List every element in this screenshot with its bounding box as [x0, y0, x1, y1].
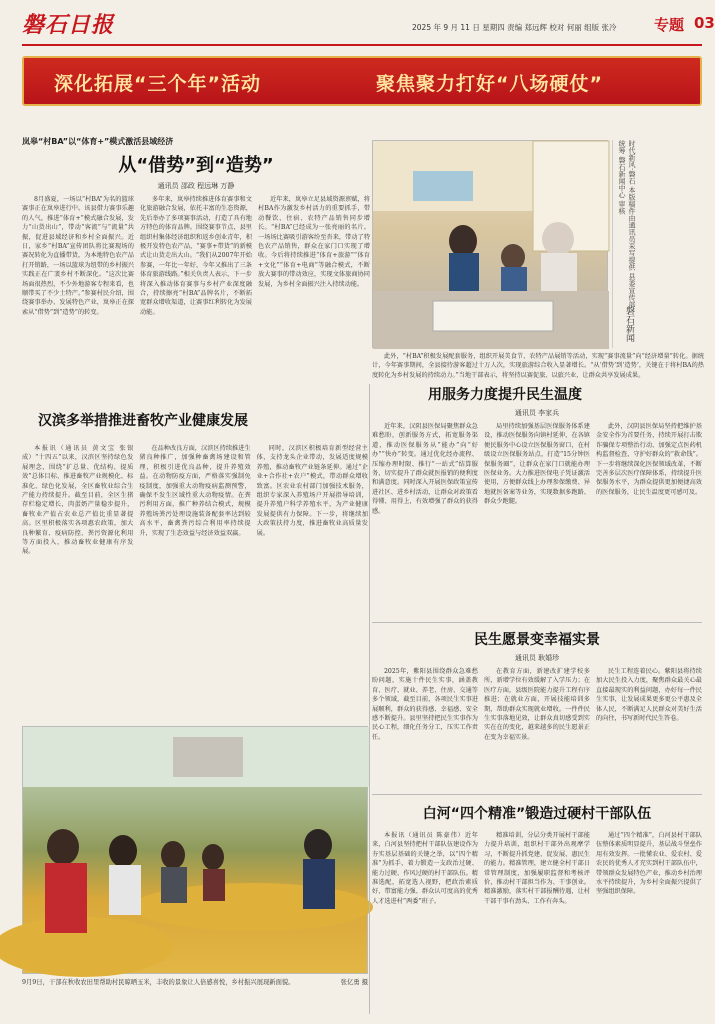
main-photo: [372, 140, 608, 348]
main-body-col1: 8月盛夏，一场以“村BA”为名的篮球赛事正在岚皋进行中。该县借力赛事乐趣的人气，推进“体育+”模式融合发展，发力“山货出山”，带动“客流”与“流量”共振，促进县域经济和乡村全面振兴。近日，家乡“村BA”宣传团队将比赛现场的赛况转化为直播带货，为本地特色农产品打开销路，一场以篮球为纽带的乡村振兴实践正在广袤乡村不断深化。“这次比赛场面很热烈，不少外地游客专程来看，也顺带买了不少土特产。”参赛村民介绍，围绕赛事举办、发展特色产业，岚皋正在探索从“借势”到“造势”的转变。: [22, 196, 134, 316]
photo-caption: 9月9日，干部在秋收农田里帮助村民晾晒玉米，丰收的景象让人倍感喜悦，乡村振兴展现新面貌。 张亿勇 摄: [22, 979, 368, 986]
vertical-note-text: 时代新风·磐石 本版稿件由通讯员采写提供 县委宣传部 统筹 磐石新闻中心 审核: [618, 140, 636, 308]
paper-name: 磐石日报: [22, 12, 115, 38]
banner-right: 聚焦聚力打好“八场硬仗”: [376, 73, 603, 95]
cadres-body-col3: 通过“四个精准”，白河县村干部队伍整体素质明显提升，基层战斗堡垒作用有效发挥。一批懂农业、爱农村、爱农民的优秀人才充实到村干部队伍中，带领群众发展特色产业，推动乡村治理水平持续提升，为乡村全面振兴提供了坚强组织保障。: [596, 832, 702, 896]
service-body-col2: 局里持续加强基层医保服务体系建设，推动医保服务向镇村延伸，在各镇便民服务中心设立医保服务窗口，在村级设立医保服务站点，打造“15分钟医保服务圈”，让群众在家门口就能办理医保业务。大力推进医保电子凭证激活使用，方便群众线上办理参保缴费、异地就医备案等业务，实现数据多跑路、群众少跑腿。: [484, 423, 590, 506]
cadres-body-col1: 本报讯（通讯员 陈豪伟）近年来，白河县坚持把村干部队伍建设作为夯实基层基础的关键之举，以“四个精准”为抓手，着力锻造一支政治过硬、能力过硬、作风过硬的村干部队伍。精准选配，拓宽选人视野，把政治素质好、带富能力强、群众认可度高的优秀人才选进村“两委”班子。: [372, 832, 478, 905]
cadres-title: 白河“四个精准”锻造过硬村干部队伍: [422, 806, 652, 822]
kicker: 岚皋“村BA”以“体育+”模式激活县域经济: [22, 137, 174, 146]
livelihood-byline: 通讯员 耿婚珍: [514, 654, 560, 662]
livelihood-body-col3: 民生工程连着民心。紫阳县将持续加大民生投入力度，聚焦群众最关心最直接最现实的利益问题，办好每一件民生实事，让发展成果更多更公平惠及全体人民，不断满足人民群众对美好生活的向往，书写新时代民生答卷。: [596, 668, 702, 723]
service-article: [372, 384, 702, 614]
harvest-photo: [22, 726, 368, 974]
cadres-article: [372, 794, 702, 1016]
livestock-body-col1: 本报讯（通讯员 黄文宝 张银成）“十四五”以来，汉滨区坚持绿色发展理念，围绕“扩总量、优结构、提质效”总体目标，推进畜牧产业规模化、标准化、绿色化发展，全区畜牧业综合生产能力持续提升。截至目前，全区生猪存栏稳定增长，肉蛋奶产量稳步提升，畜牧业产值占农业总产值比重显著提高。区里积极落实各项惠农政策，加大良种繁育、疫病防控、粪污资源化利用等方面投入，推动畜牧业健康有序发展。: [22, 445, 134, 556]
main-byline: 通讯员 邵政 程远琳 万静: [157, 182, 235, 190]
main-body-col2: 多年来，岚皋持续推进体育赛事和文化旅游融合发展，依托丰富的生态资源，先后举办了多项赛事活动，打造了具有地方特色的体育品牌。围绕赛事节点，县里组织村集体经济组织和返乡创业青年，积极开发特色农产品，“赛事+带货”的新模式让山货走出大山。“我们从2007年开始参赛，一年比一年好，今年又推出了三条体育旅游线路。”相关负责人表示，下一步将深入推动体育赛事与乡村产业深度融合，持续擦亮“村BA”品牌名片，不断拓宽群众增收渠道，让赛事红利转化为发展动能。: [140, 196, 252, 316]
photo-credit: 张亿勇 摄: [340, 979, 368, 986]
livestock-body-col2: 在品种改良方面，汉滨区持续推进生猪良种推广，加强种畜禽场建设和管理，积极引进优良品种，提升养殖效益。在动物防疫方面，严格落实强制免疫制度，加强重大动物疫病监测预警，确保不发生区域性重大动物疫情。在粪污利用方面，推广种养结合模式，规模养殖场粪污处理设施装备配套率达到较高水平，畜禽粪污综合利用率持续提升，实现了生态效益与经济效益双赢。: [139, 445, 251, 537]
livestock-body-col3: 同时，汉滨区积极培育新型经营主体，支持龙头企业带动，发展适度规模养殖，推动畜牧产业链条延伸。通过“企业+合作社+农户”模式，带动群众增收致富。区农业农村部门加强技术服务，组织专家深入养殖场户开展指导培训，提升养殖户科学养殖水平，为产业健康发展提供有力保障。下一步，将继续加大政策扶持力度，推进畜牧业高质量发展。: [256, 445, 368, 537]
livelihood-body-col2: 在教育方面，新建改扩建学校多所，新增学位有效缓解了入学压力；在医疗方面，县级医院能力提升工程有序推进；在就业方面，开展技能培训多期，帮助群众实现就业增收。一件件民生实事落地见效，让群众真切感受到实实在在的变化，越来越多的民生愿景正在变为幸福实景。: [484, 668, 590, 741]
banner: [22, 56, 702, 106]
page-number: 03: [694, 14, 715, 32]
section-label: 专题: [654, 16, 685, 34]
livelihood-title: 民生愿景变幸福实景: [474, 632, 600, 648]
paper-logo: [22, 8, 140, 38]
vertical-note: [612, 140, 702, 348]
cadres-body-col2: 精准培训，分层分类开展村干部能力提升培训，组织村干部外出观摩学习，不断提升抓党建、促发展、惠民生的能力。精准管理，建立健全村干部日常管理制度，加强履职监督和考核评价，推动村干部担当作为、干事创业。精准激励，落实村干部报酬待遇，让村干部干事有劲头、工作有奔头。: [484, 832, 590, 905]
service-title: 用服务力度提升民生温度: [428, 387, 582, 403]
livelihood-body-col1: 2025年，紫阳县围绕群众急难愁盼问题，实施十件民生实事，涵盖教育、医疗、就业、养老、住房、交通等多个领域，截至目前，各项民生实事进展顺利，群众的获得感、幸福感、安全感不断提升。县里坚持把民生实事作为民心工程，细化任务分工，压实工作责任。: [372, 668, 478, 741]
column-divider: [369, 384, 370, 1014]
main-title: 从“借势”到“造势”: [118, 155, 274, 176]
banner-left: 深化拓展“三个年”活动: [54, 73, 261, 95]
livestock-title: 汉滨多举措推进畜牧产业健康发展: [38, 413, 248, 429]
main-article: [22, 132, 370, 380]
masthead-rule: [22, 44, 702, 46]
livelihood-article: [372, 622, 702, 790]
vertical-note-signature: 磐石新闻: [624, 306, 634, 342]
main-body-col4: 此外，“村BA”积极发展配套服务，组织开展美食节、农特产品展销等活动，实现“赛事流量”向“经济增量”转化。据统计，今年赛事期间，全县接待游客超过十万人次，实现旅游综合收入显著增长。“从‘借势’到‘造势’，关键在于将村BA的热度转化为乡村发展的持续动力。”当地干部表示，将坚持以赛促旅、以旅兴业，让群众共享发展成果。: [372, 353, 704, 379]
service-byline: 通讯员 李家兵: [514, 409, 560, 417]
main-body-col3: 近年来，岚皋立足县域资源禀赋，将村BA作为激发乡村活力的重要抓手，带动餐饮、住宿、农特产品销售同步增长。“村BA”已经成为一张亮丽的名片。一场场比赛吸引游客纷至沓来，带动了特色农产品销售，群众在家门口实现了增收。今后将持续推进“体育+旅游”“体育+文化”“体育+电商”等融合模式，不断放大赛事的带动效应，实现文体旅商协同发展，为乡村全面振兴注入持续动能。: [258, 196, 370, 288]
service-body-col1: 近年来，汉阴县医保局聚焦群众急难愁盼，创新服务方式，拓宽服务渠道，推动医保服务从“能办”向“好办”“快办”转变。通过优化经办流程、压缩办理时限、推行“一站式”结算服务，切实提升了群众就医报销的便利度和满意度。同时深入开展医保政策宣传进社区、进乡村活动，让群众对政策看得懂、用得上，有效增强了群众的获得感。: [372, 423, 478, 515]
date-line: 2025 年 9 月 11 日 星期四 责编 郑远辉 校对 何丽 组版 张冷: [412, 23, 617, 32]
photo-corn-harvest: [23, 727, 369, 975]
service-body-col3: 此外，汉阴县医保局坚持把维护基金安全作为首要任务，持续开展打击欺诈骗保专项整治行动，加强定点医药机构监督检查，守护好群众的“救命钱”。下一步将继续深化医保领域改革，不断完善多层次医疗保障体系，持续提升医保服务水平，为群众提供更加便捷高效的医保服务，让民生温度更可感可及。: [596, 423, 702, 496]
photo-calligraphy-scene: [373, 141, 609, 349]
masthead: [22, 6, 715, 44]
